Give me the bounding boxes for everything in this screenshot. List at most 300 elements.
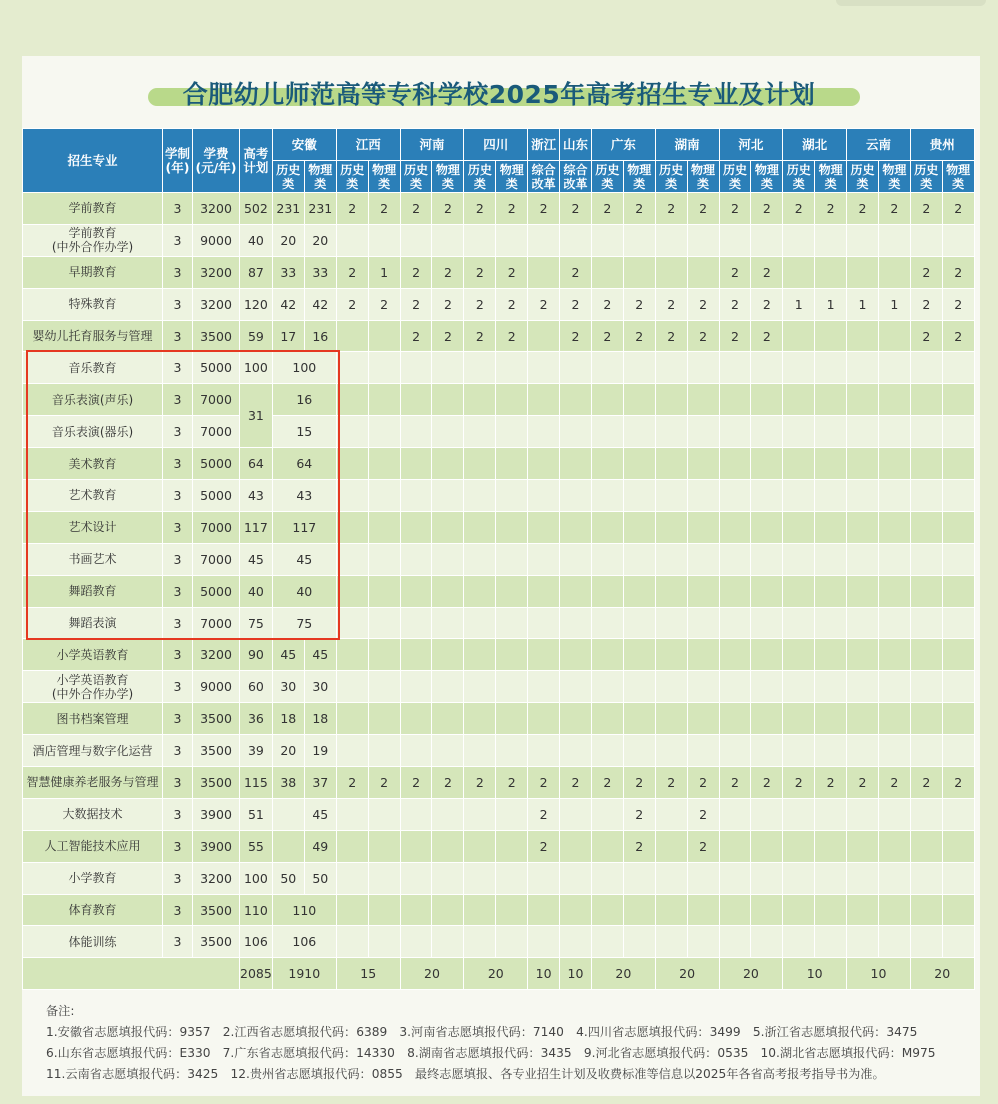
province-quota-value — [847, 416, 879, 448]
province-quota-value: 2 — [687, 767, 719, 799]
province-quota-value — [783, 320, 815, 352]
province-quota-value — [336, 480, 368, 512]
fee-value: 7000 — [193, 384, 240, 416]
province-quota-value — [942, 703, 974, 735]
plan-value: 100 — [240, 862, 273, 894]
province-quota-value — [368, 224, 400, 256]
province-quota-value — [878, 256, 910, 288]
province-quota-value — [368, 448, 400, 480]
province-quota-value — [751, 735, 783, 767]
province-quota-value: 2 — [687, 798, 719, 830]
header-subject: 物理 类 — [878, 161, 910, 193]
province-quota-value — [432, 384, 464, 416]
province-quota-value — [336, 224, 368, 256]
province-quota-value — [847, 511, 879, 543]
province-quota-value — [910, 607, 942, 639]
major-name: 艺术设计 — [23, 511, 163, 543]
province-quota-value — [878, 511, 910, 543]
header-province: 河北 — [719, 129, 783, 161]
fee-value: 5000 — [193, 480, 240, 512]
province-quota-value — [878, 798, 910, 830]
province-quota-value — [591, 830, 623, 862]
duration-value: 3 — [163, 575, 193, 607]
province-quota-value — [910, 926, 942, 958]
province-quota-value — [591, 862, 623, 894]
province-quota-value — [400, 352, 432, 384]
province-quota-value — [336, 543, 368, 575]
province-quota-value — [432, 224, 464, 256]
province-quota-value — [783, 224, 815, 256]
province-quota-value: 2 — [496, 256, 528, 288]
province-quota-value — [560, 511, 592, 543]
province-quota-value — [910, 480, 942, 512]
province-quota-value — [942, 384, 974, 416]
anhui-physics-value: 45 — [304, 798, 336, 830]
province-quota-value — [687, 926, 719, 958]
fee-value: 3500 — [193, 320, 240, 352]
anhui-value: 15 — [272, 416, 336, 448]
province-quota-value — [623, 607, 655, 639]
fee-value: 5000 — [193, 575, 240, 607]
province-quota-value — [878, 352, 910, 384]
province-quota-value — [878, 575, 910, 607]
province-quota-value — [496, 416, 528, 448]
header-subject: 物理 类 — [368, 161, 400, 193]
province-quota-value — [591, 798, 623, 830]
province-quota-value — [942, 830, 974, 862]
fee-value: 3900 — [193, 830, 240, 862]
province-quota-value: 2 — [847, 193, 879, 225]
header-fee: 学费 (元/年) — [193, 129, 240, 193]
province-quota-value — [464, 352, 496, 384]
province-quota-value — [591, 543, 623, 575]
province-quota-value — [655, 798, 687, 830]
province-quota-value — [400, 830, 432, 862]
province-quota-value — [623, 352, 655, 384]
header-subject: 物理 类 — [687, 161, 719, 193]
province-quota-value — [623, 894, 655, 926]
province-quota-value — [528, 384, 560, 416]
anhui-value: 110 — [272, 894, 336, 926]
province-quota-value — [719, 384, 751, 416]
province-quota-value: 2 — [878, 193, 910, 225]
header-subject: 历史 类 — [272, 161, 304, 193]
province-quota-value — [910, 448, 942, 480]
province-quota-value — [783, 607, 815, 639]
province-quota-value — [878, 894, 910, 926]
province-quota-value: 2 — [623, 798, 655, 830]
header-subject: 物理 类 — [432, 161, 464, 193]
province-quota-value — [847, 798, 879, 830]
province-quota-value — [368, 671, 400, 703]
province-quota-value — [368, 543, 400, 575]
province-quota-value — [751, 862, 783, 894]
province-quota-value — [942, 480, 974, 512]
province-quota-value — [655, 448, 687, 480]
province-quota-value — [623, 384, 655, 416]
province-quota-value: 2 — [878, 767, 910, 799]
province-quota-value — [942, 926, 974, 958]
anhui-value: 100 — [272, 352, 336, 384]
province-quota-value — [815, 320, 847, 352]
province-quota-value: 2 — [432, 288, 464, 320]
province-quota-value — [815, 543, 847, 575]
totals-label — [23, 958, 240, 990]
province-quota-value — [783, 352, 815, 384]
province-quota-value: 2 — [400, 193, 432, 225]
province-quota-value — [400, 671, 432, 703]
province-quota-value: 2 — [751, 767, 783, 799]
province-quota-value — [878, 607, 910, 639]
province-quota-value — [719, 671, 751, 703]
province-quota-value — [623, 671, 655, 703]
province-quota-value — [687, 416, 719, 448]
province-quota-value — [687, 480, 719, 512]
province-quota-value — [368, 894, 400, 926]
province-quota-value — [560, 480, 592, 512]
province-quota-value: 2 — [655, 320, 687, 352]
table-row — [23, 735, 975, 767]
province-quota-value — [528, 320, 560, 352]
province-quota-value — [591, 416, 623, 448]
fee-value: 7000 — [193, 511, 240, 543]
province-quota-value — [623, 511, 655, 543]
province-quota-value: 2 — [496, 767, 528, 799]
province-quota-value — [464, 639, 496, 671]
province-quota-value — [942, 416, 974, 448]
province-quota-value — [847, 384, 879, 416]
anhui-physics-value: 231 — [304, 193, 336, 225]
province-quota-value — [942, 607, 974, 639]
province-quota-value — [464, 862, 496, 894]
province-quota-value — [655, 862, 687, 894]
province-quota-value: 2 — [591, 288, 623, 320]
province-quota-value — [496, 926, 528, 958]
duration-value: 3 — [163, 224, 193, 256]
province-quota-value — [591, 511, 623, 543]
major-name: 学前教育 — [23, 193, 163, 225]
province-quota-value — [528, 416, 560, 448]
province-quota-value — [942, 735, 974, 767]
province-quota-value — [687, 224, 719, 256]
province-quota-value — [464, 894, 496, 926]
province-quota-value — [847, 320, 879, 352]
table-row — [23, 671, 975, 703]
province-quota-value — [400, 224, 432, 256]
province-quota-value — [560, 543, 592, 575]
province-quota-value — [591, 224, 623, 256]
province-quota-value — [528, 703, 560, 735]
province-quota-value — [655, 480, 687, 512]
province-quota-value: 2 — [432, 193, 464, 225]
province-quota-value — [655, 384, 687, 416]
province-quota-value — [783, 671, 815, 703]
major-name: 婴幼儿托育服务与管理 — [23, 320, 163, 352]
province-quota-value — [368, 416, 400, 448]
plan-value: 100 — [240, 352, 273, 384]
province-quota-value — [910, 384, 942, 416]
province-quota-value — [910, 671, 942, 703]
province-quota-value: 2 — [336, 767, 368, 799]
table-row — [23, 767, 975, 799]
province-quota-value — [878, 926, 910, 958]
province-quota-value — [783, 862, 815, 894]
province-quota-value — [719, 543, 751, 575]
header-province: 浙江 — [528, 129, 560, 161]
duration-value: 3 — [163, 862, 193, 894]
anhui-physics-value: 30 — [304, 671, 336, 703]
province-quota-value — [847, 862, 879, 894]
province-quota-value — [464, 607, 496, 639]
table-row — [23, 798, 975, 830]
province-quota-value — [623, 703, 655, 735]
province-quota-value — [719, 352, 751, 384]
anhui-value: 106 — [272, 926, 336, 958]
totals-row — [23, 958, 975, 990]
province-quota-value — [591, 607, 623, 639]
province-quota-value — [432, 448, 464, 480]
province-quota-value: 2 — [942, 193, 974, 225]
province-quota-value — [496, 894, 528, 926]
anhui-value: 64 — [272, 448, 336, 480]
province-quota-value — [591, 480, 623, 512]
province-quota-value — [655, 639, 687, 671]
anhui-history-value: 231 — [272, 193, 304, 225]
major-name: 图书档案管理 — [23, 703, 163, 735]
total-province: 20 — [655, 958, 719, 990]
province-quota-value — [847, 894, 879, 926]
province-quota-value — [719, 448, 751, 480]
province-quota-value — [719, 830, 751, 862]
table-row — [23, 703, 975, 735]
province-quota-value — [942, 224, 974, 256]
anhui-value: 40 — [272, 575, 336, 607]
province-quota-value — [655, 575, 687, 607]
province-quota-value — [560, 352, 592, 384]
province-quota-value — [942, 543, 974, 575]
province-quota-value — [655, 511, 687, 543]
province-quota-value: 2 — [591, 193, 623, 225]
province-quota-value — [432, 575, 464, 607]
duration-value: 3 — [163, 894, 193, 926]
province-quota-value — [847, 448, 879, 480]
province-quota-value — [815, 735, 847, 767]
province-quota-value — [910, 575, 942, 607]
province-quota-value — [942, 448, 974, 480]
province-quota-value — [878, 830, 910, 862]
province-quota-value: 2 — [400, 320, 432, 352]
province-quota-value — [847, 703, 879, 735]
plan-value: 117 — [240, 511, 273, 543]
fee-value: 3500 — [193, 926, 240, 958]
province-quota-value — [336, 416, 368, 448]
header-subject: 物理 类 — [942, 161, 974, 193]
province-quota-value — [847, 256, 879, 288]
major-name: 酒店管理与数字化运营 — [23, 735, 163, 767]
province-quota-value — [560, 671, 592, 703]
province-quota-value — [400, 575, 432, 607]
fee-value: 3500 — [193, 894, 240, 926]
province-quota-value — [591, 639, 623, 671]
header-plan: 高考 计划 — [240, 129, 273, 193]
province-quota-value — [687, 511, 719, 543]
province-quota-value — [847, 575, 879, 607]
duration-value: 3 — [163, 798, 193, 830]
province-quota-value — [687, 703, 719, 735]
province-quota-value: 2 — [400, 256, 432, 288]
province-quota-value — [623, 224, 655, 256]
province-quota-value — [655, 352, 687, 384]
province-quota-value — [910, 735, 942, 767]
province-quota-value: 2 — [560, 193, 592, 225]
province-quota-value: 2 — [591, 767, 623, 799]
province-quota-value — [687, 671, 719, 703]
province-quota-value — [464, 671, 496, 703]
province-quota-value — [751, 384, 783, 416]
province-quota-value: 2 — [655, 288, 687, 320]
province-quota-value — [336, 798, 368, 830]
plan-value: 43 — [240, 480, 273, 512]
fee-value: 3200 — [193, 639, 240, 671]
province-quota-value — [847, 830, 879, 862]
province-quota-value — [655, 543, 687, 575]
duration-value: 3 — [163, 767, 193, 799]
province-quota-value — [783, 639, 815, 671]
header-province: 云南 — [847, 129, 911, 161]
duration-value: 3 — [163, 448, 193, 480]
province-quota-value — [910, 416, 942, 448]
province-quota-value — [878, 639, 910, 671]
province-quota-value — [751, 575, 783, 607]
header-province: 湖南 — [655, 129, 719, 161]
major-name: 早期教育 — [23, 256, 163, 288]
major-name: 智慧健康养老服务与管理 — [23, 767, 163, 799]
province-quota-value: 2 — [847, 767, 879, 799]
province-quota-value — [815, 830, 847, 862]
province-quota-value — [528, 352, 560, 384]
province-quota-value — [496, 224, 528, 256]
province-quota-value — [623, 862, 655, 894]
province-quota-value — [368, 703, 400, 735]
plan-value: 36 — [240, 703, 273, 735]
page-title: 合肥幼儿师范高等专科学校2025年高考招生专业及计划 — [182, 80, 816, 109]
province-quota-value — [336, 639, 368, 671]
province-quota-value — [815, 575, 847, 607]
province-quota-value: 2 — [719, 320, 751, 352]
fee-value: 3200 — [193, 193, 240, 225]
duration-value: 3 — [163, 480, 193, 512]
duration-value: 3 — [163, 511, 193, 543]
province-quota-value — [496, 448, 528, 480]
province-quota-value — [336, 894, 368, 926]
province-quota-value — [942, 575, 974, 607]
province-quota-value — [815, 448, 847, 480]
province-quota-value — [400, 798, 432, 830]
total-province: 20 — [464, 958, 528, 990]
province-quota-value — [336, 735, 368, 767]
province-quota-value — [528, 894, 560, 926]
province-quota-value — [528, 448, 560, 480]
anhui-physics-value: 16 — [304, 320, 336, 352]
province-quota-value: 2 — [719, 193, 751, 225]
province-quota-value — [719, 607, 751, 639]
province-quota-value — [400, 543, 432, 575]
province-quota-value — [815, 639, 847, 671]
province-quota-value — [368, 607, 400, 639]
province-quota-value — [878, 862, 910, 894]
province-quota-value — [400, 894, 432, 926]
province-quota-value: 2 — [432, 767, 464, 799]
province-quota-value — [910, 894, 942, 926]
province-quota-value — [719, 862, 751, 894]
province-quota-value — [910, 352, 942, 384]
province-quota-value: 2 — [560, 767, 592, 799]
duration-value: 3 — [163, 926, 193, 958]
province-quota-value: 2 — [560, 320, 592, 352]
total-province: 20 — [719, 958, 783, 990]
province-quota-value — [464, 224, 496, 256]
anhui-history-value: 33 — [272, 256, 304, 288]
province-quota-value: 2 — [655, 767, 687, 799]
province-quota-value — [560, 607, 592, 639]
province-quota-value — [751, 543, 783, 575]
anhui-history-value: 38 — [272, 767, 304, 799]
total-province: 20 — [591, 958, 655, 990]
plan-value: 45 — [240, 543, 273, 575]
province-quota-value — [432, 639, 464, 671]
province-quota-value — [560, 384, 592, 416]
province-quota-value — [368, 575, 400, 607]
province-quota-value — [368, 511, 400, 543]
province-quota-value — [336, 352, 368, 384]
anhui-physics-value: 42 — [304, 288, 336, 320]
province-quota-value: 2 — [655, 193, 687, 225]
province-quota-value — [432, 735, 464, 767]
province-quota-value — [336, 384, 368, 416]
province-quota-value — [783, 735, 815, 767]
province-quota-value — [368, 830, 400, 862]
header-province: 安徽 — [272, 129, 336, 161]
province-quota-value — [815, 607, 847, 639]
anhui-history-value — [272, 798, 304, 830]
province-quota-value — [815, 416, 847, 448]
major-name: 美术教育 — [23, 448, 163, 480]
province-quota-value — [655, 256, 687, 288]
province-quota-value — [496, 480, 528, 512]
anhui-value: 43 — [272, 480, 336, 512]
fee-value: 7000 — [193, 607, 240, 639]
province-quota-value — [815, 224, 847, 256]
table-header — [23, 129, 975, 193]
province-quota-value — [432, 830, 464, 862]
province-quota-value: 2 — [623, 767, 655, 799]
province-quota-value — [719, 926, 751, 958]
plan-value: 55 — [240, 830, 273, 862]
province-quota-value — [528, 480, 560, 512]
province-quota-value — [878, 384, 910, 416]
notes-line: 6.山东省志愿填报代码：E330 7.广东省志愿填报代码：14330 8.湖南省志愿填报代码：3435 9.河北省志愿填报代码：0535 10.湖北省志愿填报代码：M975 — [46, 1046, 936, 1060]
province-quota-value: 2 — [336, 288, 368, 320]
province-quota-value: 2 — [910, 288, 942, 320]
province-quota-value: 2 — [910, 193, 942, 225]
province-quota-value — [847, 639, 879, 671]
province-quota-value — [400, 862, 432, 894]
plan-value: 90 — [240, 639, 273, 671]
province-quota-value — [655, 926, 687, 958]
province-quota-value — [560, 830, 592, 862]
province-quota-value — [496, 352, 528, 384]
province-quota-value: 2 — [942, 288, 974, 320]
